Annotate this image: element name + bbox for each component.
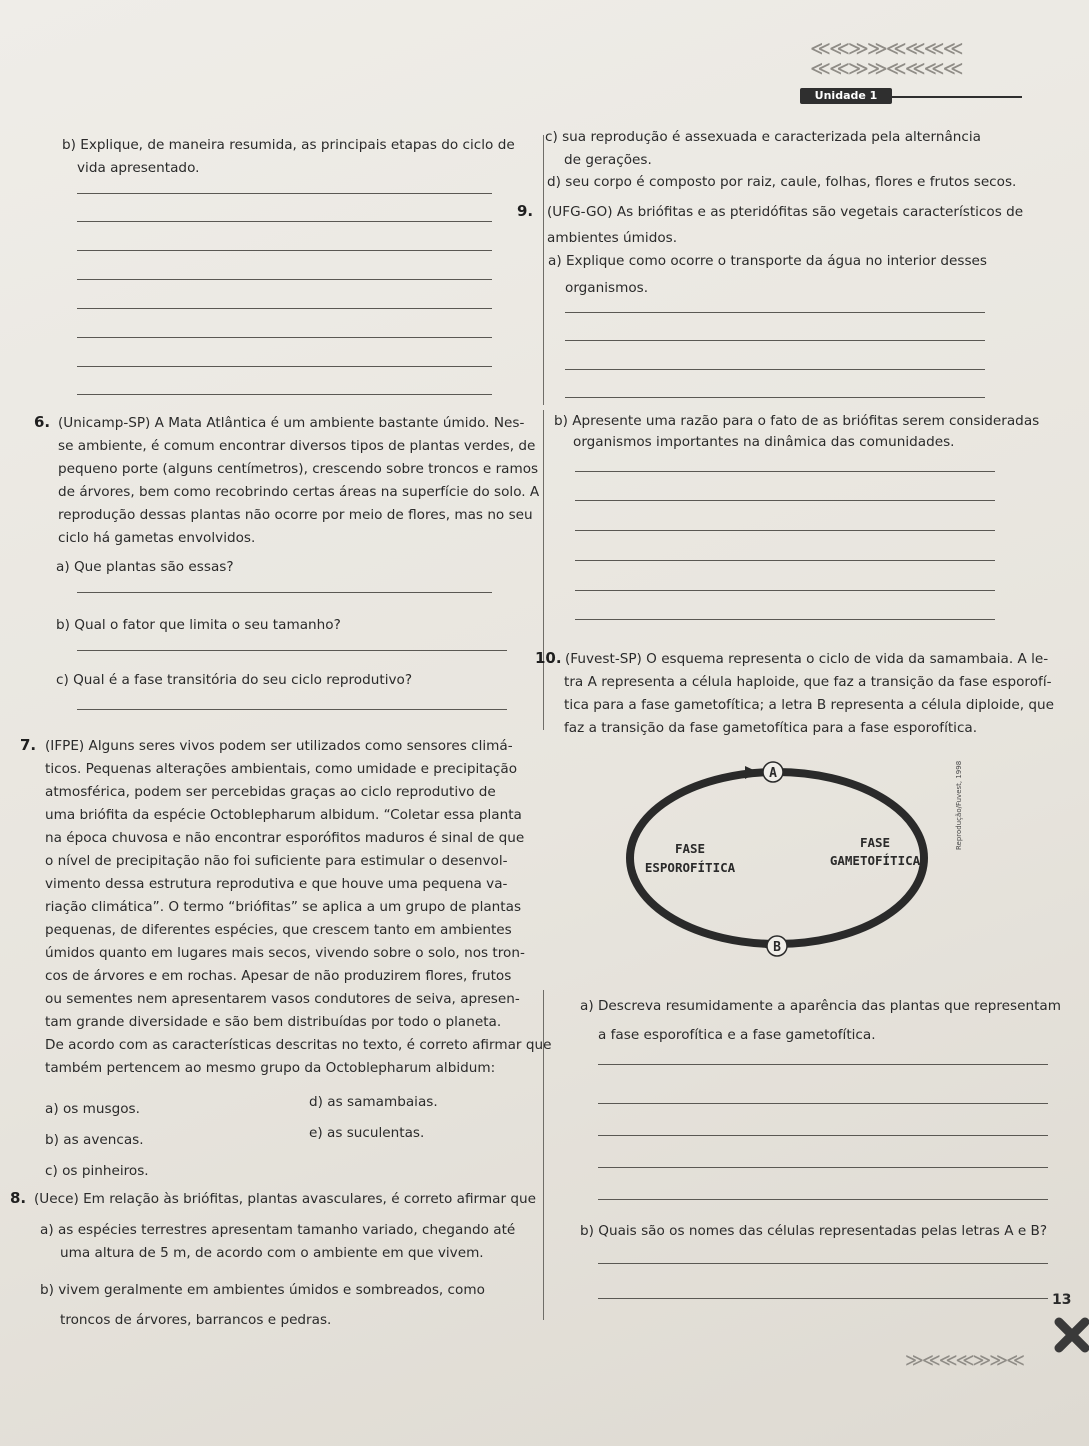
answer-line[interactable] bbox=[598, 1103, 1048, 1104]
answer-line[interactable] bbox=[565, 340, 985, 341]
page-number: 13 bbox=[1052, 1292, 1072, 1308]
q7-text-line: o nível de precipitação não foi suficiente para estimular o desenvol- bbox=[45, 853, 508, 869]
q8-stem: (Uece) Em relação às briófitas, plantas avasculares, é correto afirmar que bbox=[34, 1191, 536, 1207]
q10-text-line: tra A representa a célula haploide, que faz a transição da fase esporofí- bbox=[564, 674, 1052, 690]
answer-line[interactable] bbox=[77, 366, 492, 367]
answer-line[interactable] bbox=[565, 397, 985, 398]
q6a-text: a) Que plantas são essas? bbox=[56, 559, 234, 575]
q9a-line2: organismos. bbox=[565, 280, 649, 296]
decorative-pattern-top: ≪≪≫≫≪≪≪≪ ≪≪≫≫≪≪≪≪ bbox=[810, 36, 962, 80]
q10-text-line: tica para a fase gametofítica; a letra B representa a célula diploide, que bbox=[564, 697, 1054, 713]
phase-right-name: GAMETOFÍTICA bbox=[829, 853, 921, 868]
answer-line[interactable] bbox=[77, 709, 507, 710]
q9b-line2: organismos importantes na dinâmica das comunidades. bbox=[573, 434, 955, 450]
image-credit: Reprodução/Fuvest, 1998 bbox=[955, 760, 963, 850]
q10a-line1: a) Descreva resumidamente a aparência das plantas que representam bbox=[580, 998, 1061, 1014]
q7-text-line: vimento dessa estrutura reprodutiva e que houve uma pequena va- bbox=[45, 876, 508, 892]
q7-option-d[interactable]: d) as samambaias. bbox=[309, 1094, 438, 1110]
q7-text-line: ticos. Pequenas alterações ambientais, como umidade e precipitação bbox=[45, 761, 518, 777]
q10a-line2: a fase esporofítica e a fase gametofítica. bbox=[598, 1027, 876, 1043]
question-7-number: 7. bbox=[20, 736, 37, 754]
answer-line[interactable] bbox=[77, 650, 507, 651]
answer-line[interactable] bbox=[77, 279, 492, 280]
label-b: B bbox=[773, 940, 781, 955]
answer-line[interactable] bbox=[598, 1199, 1048, 1200]
column-divider-top bbox=[543, 135, 544, 405]
q7-text-line: pequenas, de diferentes espécies, que crescem tanto em ambientes bbox=[45, 922, 512, 938]
answer-line[interactable] bbox=[575, 530, 995, 531]
q6-text-line: pequeno porte (alguns centímetros), crescendo sobre troncos e ramos bbox=[58, 461, 539, 477]
q9-line2: ambientes úmidos. bbox=[547, 230, 678, 246]
q5b-line1: b) Explique, de maneira resumida, as principais etapas do ciclo de bbox=[62, 137, 515, 153]
question-6-number: 6. bbox=[34, 413, 51, 431]
fern-life-cycle-diagram bbox=[625, 758, 963, 973]
q5c-line2: de gerações. bbox=[564, 152, 652, 168]
q8-option-a-line2: uma altura de 5 m, de acordo com o ambiente em que vivem. bbox=[60, 1245, 484, 1261]
answer-line[interactable] bbox=[598, 1064, 1048, 1065]
answer-line[interactable] bbox=[575, 619, 995, 620]
column-divider-middle bbox=[543, 410, 544, 730]
question-8-number: 8. bbox=[10, 1189, 27, 1207]
q6-text-line: reprodução dessas plantas não ocorre por meio de flores, mas no seu bbox=[58, 507, 533, 523]
answer-line[interactable] bbox=[77, 308, 492, 309]
phase-left-name: ESPOROFÍTICA bbox=[644, 860, 736, 875]
q7-text-line: De acordo com as características descritas no texto, é correto afirmar que bbox=[45, 1037, 552, 1053]
q7-text-line: na época chuvosa e não encontrar esporófitos maduros é sinal de que bbox=[45, 830, 525, 846]
corner-x-icon bbox=[1055, 1318, 1089, 1352]
q7-text-line: (IFPE) Alguns seres vivos podem ser utilizados como sensores climá- bbox=[45, 738, 513, 754]
q8-option-b-line2: troncos de árvores, barrancos e pedras. bbox=[60, 1312, 332, 1328]
answer-line[interactable] bbox=[598, 1263, 1048, 1264]
q7-text-line: úmidos quanto em lugares mais secos, vivendo sobre o solo, nos tron- bbox=[45, 945, 525, 961]
q6-text-line: de árvores, bem como recobrindo certas áreas na superfície do solo. A bbox=[58, 484, 540, 500]
answer-line[interactable] bbox=[598, 1298, 1048, 1299]
phase-left-title: FASE bbox=[674, 841, 706, 856]
q9-line1: (UFG-GO) As briófitas e as pteridófitas são vegetais característicos de bbox=[547, 204, 1024, 220]
q7-text-line: tam grande diversidade e são bem distribuídas por todo o planeta. bbox=[45, 1014, 502, 1030]
q7-text-line: ou sementes nem apresentarem vasos condutores de seiva, apresen- bbox=[45, 991, 520, 1007]
answer-line[interactable] bbox=[575, 590, 995, 591]
answer-line[interactable] bbox=[565, 369, 985, 370]
q7-text-line: uma briófita da espécie Octoblepharum albidum. “Coletar essa planta bbox=[45, 807, 522, 823]
answer-line[interactable] bbox=[77, 592, 492, 593]
question-10-number: 10. bbox=[535, 649, 562, 667]
q10-text-line: faz a transição da fase gametofítica para a fase esporofítica. bbox=[564, 720, 978, 736]
answer-line[interactable] bbox=[565, 312, 985, 313]
q7-text-line: cos de árvores e em rochas. Apesar de não produzirem flores, frutos bbox=[45, 968, 512, 984]
answer-line[interactable] bbox=[575, 471, 995, 472]
q7-text-line: também pertencem ao mesmo grupo da Octoblepharum albidum: bbox=[45, 1060, 496, 1076]
unit-label: Unidade 1 bbox=[800, 88, 892, 104]
question-9-number: 9. bbox=[517, 202, 534, 220]
q6c-text: c) Qual é a fase transitória do seu ciclo reprodutivo? bbox=[56, 672, 413, 688]
unit-underline bbox=[892, 96, 1022, 98]
q5d-text[interactable]: d) seu corpo é composto por raiz, caule, folhas, flores e frutos secos. bbox=[547, 174, 1017, 190]
q9b-line1: b) Apresente uma razão para o fato de as briófitas serem consideradas bbox=[554, 413, 1040, 429]
q6b-text: b) Qual o fator que limita o seu tamanho? bbox=[56, 617, 341, 633]
answer-line[interactable] bbox=[77, 193, 492, 194]
q5c-line1[interactable]: c) sua reprodução é assexuada e caracterizada pela alternância bbox=[545, 129, 981, 145]
q7-option-e[interactable]: e) as suculentas. bbox=[309, 1125, 425, 1141]
answer-line[interactable] bbox=[77, 250, 492, 251]
q7-option-a[interactable]: a) os musgos. bbox=[45, 1101, 140, 1117]
q10b-text: b) Quais são os nomes das células representadas pelas letras A e B? bbox=[580, 1223, 1048, 1239]
answer-line[interactable] bbox=[575, 500, 995, 501]
q10-text-line: (Fuvest-SP) O esquema representa o ciclo de vida da samambaia. A le- bbox=[565, 651, 1049, 667]
label-a: A bbox=[769, 766, 777, 781]
q7-option-c[interactable]: c) os pinheiros. bbox=[45, 1163, 149, 1179]
q6-text-line: ciclo há gametas envolvidos. bbox=[58, 530, 256, 546]
q9a-line1: a) Explique como ocorre o transporte da água no interior desses bbox=[548, 253, 987, 269]
q8-option-a-line1[interactable]: a) as espécies terrestres apresentam tamanho variado, chegando até bbox=[40, 1222, 516, 1238]
answer-line[interactable] bbox=[575, 560, 995, 561]
q6-text-line: (Unicamp-SP) A Mata Atlântica é um ambiente bastante úmido. Nes- bbox=[58, 415, 525, 431]
answer-line[interactable] bbox=[77, 394, 492, 395]
answer-line[interactable] bbox=[598, 1135, 1048, 1136]
decorative-pattern-bottom: ≫≪≪≪≫≫≪ bbox=[905, 1350, 1023, 1371]
answer-line[interactable] bbox=[598, 1167, 1048, 1168]
answer-line[interactable] bbox=[77, 337, 492, 338]
phase-right-title: FASE bbox=[859, 835, 891, 850]
answer-line[interactable] bbox=[77, 221, 492, 222]
q5b-line2: vida apresentado. bbox=[77, 160, 200, 176]
q7-text-line: atmosférica, podem ser percebidas graças ao ciclo reprodutivo de bbox=[45, 784, 496, 800]
q6-text-line: se ambiente, é comum encontrar diversos tipos de plantas verdes, de bbox=[58, 438, 536, 454]
q7-option-b[interactable]: b) as avencas. bbox=[45, 1132, 144, 1148]
q7-text-line: riação climática”. O termo “briófitas” se aplica a um grupo de plantas bbox=[45, 899, 522, 915]
q8-option-b-line1[interactable]: b) vivem geralmente em ambientes úmidos e sombreados, como bbox=[40, 1282, 485, 1298]
